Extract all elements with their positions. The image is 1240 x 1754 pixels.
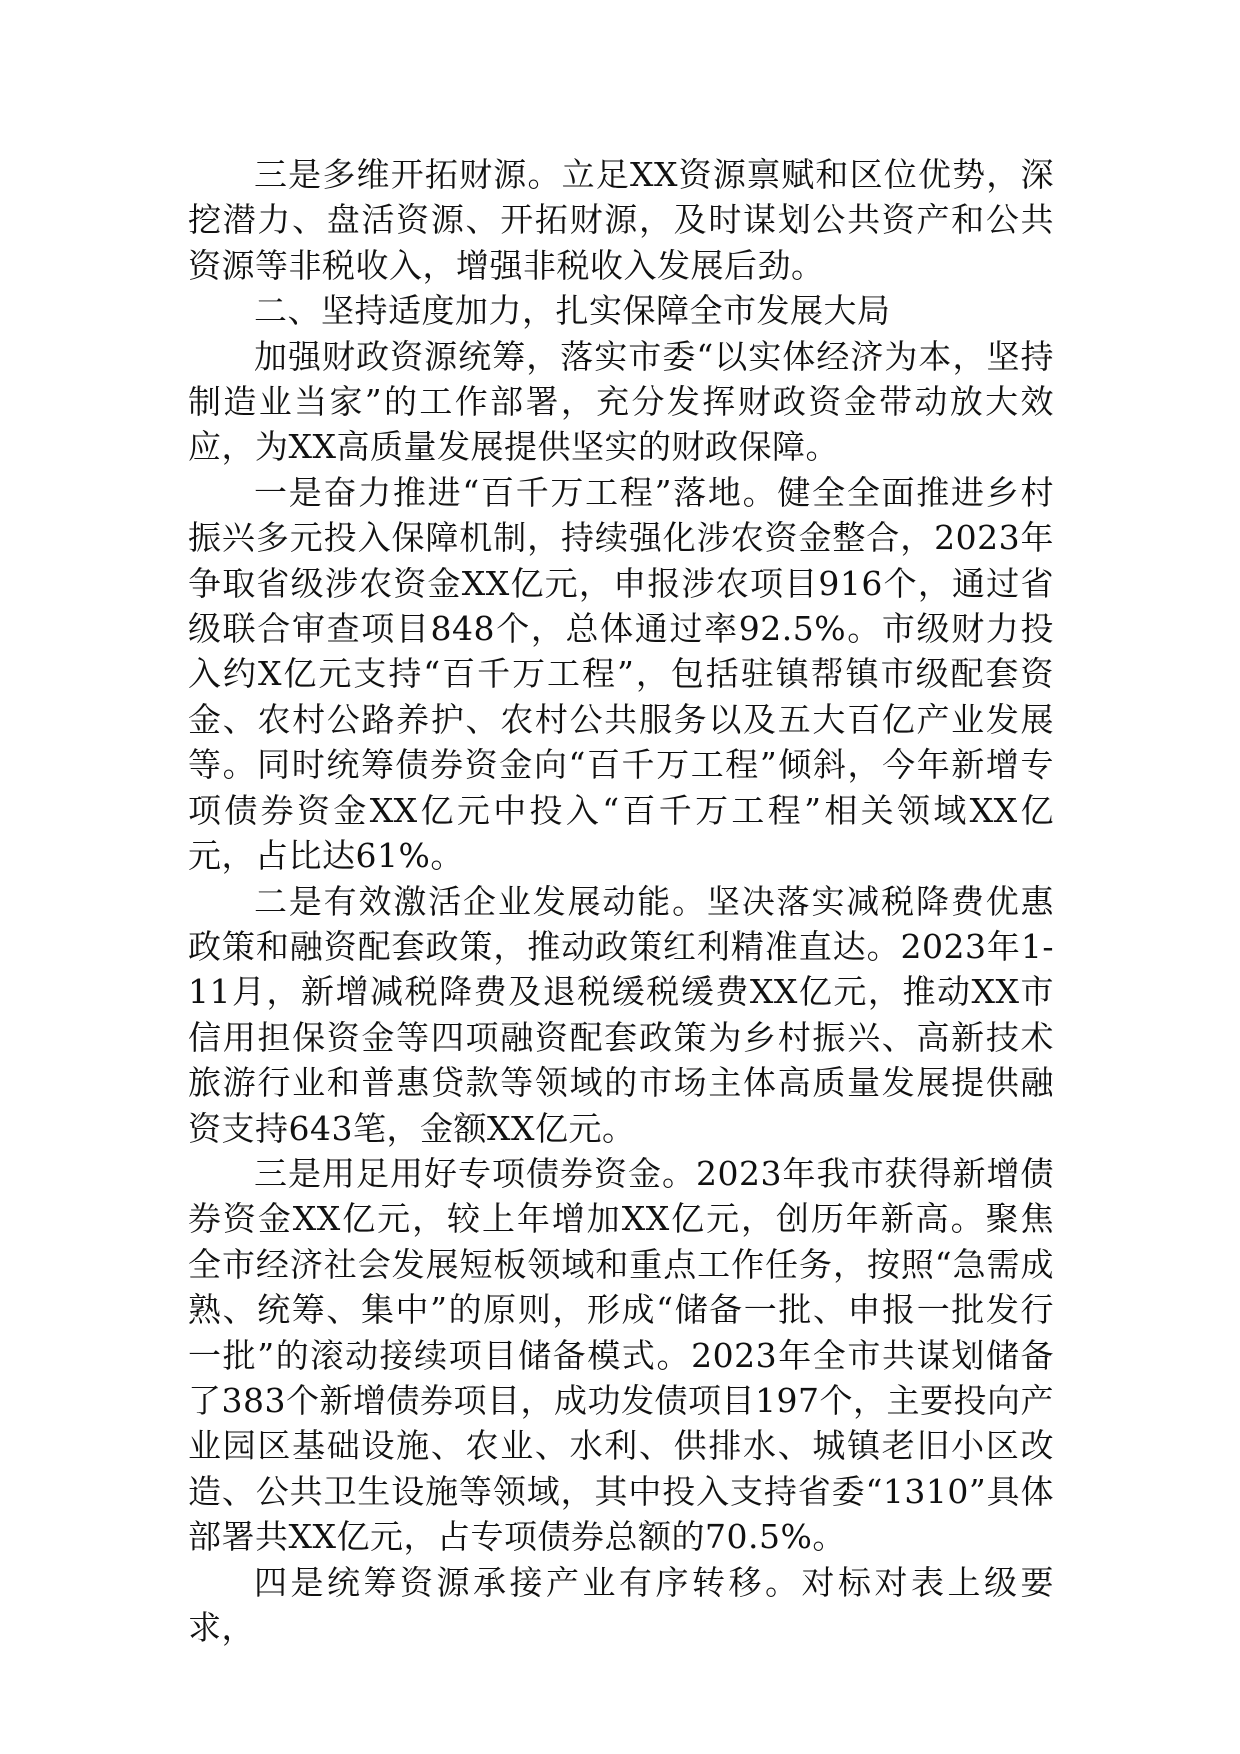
paragraph-fiscal-coordination: 加强财政资源统筹，落实市委“以实体经济为本，坚持制造业当家”的工作部署，充分发挥财政资金带动放大效应，为XX高质量发展提供坚实的财政保障。 bbox=[188, 336, 1054, 467]
paragraph-diversify-revenue: 三是多维开拓财源。立足XX资源禀赋和区位优势，深挖潜力、盘活资源、开拓财源，及时谋划公共资产和公共资源等非税收入，增强非税收入发展后劲。 bbox=[188, 155, 1054, 285]
paragraph-enterprise-momentum: 二是有效激活企业发展动能。坚决落实减税降费优惠政策和融资配套政策，推动政策红利精准直达。2023年1-11月，新增减税降费及退税缓税缓费XX亿元，推动XX市信用担保资金等四项融资配套政策为乡村振兴、高新技术旅游行业和普惠贷款等领域的市场主体高质量发展提供融资支持643笔，金额XX亿元。 bbox=[188, 881, 1054, 1148]
paragraph-industry-transfer: 四是统筹资源承接产业有序转移。对标对表上级要求， bbox=[188, 1562, 1054, 1647]
document-body bbox=[188, 152, 1054, 1650]
paragraph-hundred-thousand-project: 一是奋力推进“百千万工程”落地。健全全面推进乡村振兴多元投入保障机制，持续强化涉农资金整合，2023年争取省级涉农资金XX亿元，申报涉农项目916个，通过省级联合审查项目848个，总体通过率92.5%。市级财力投入约X亿元支持“百千万工程”，包括驻镇帮镇市级配套资金、农村公路养护、农村公共服务以及五大百亿产业发展等。同时统筹债券资金向“百千万工程”倾斜，今年新增专项债券资金XX亿元中投入“百千万工程”相关领域XX亿元，占比达61%。 bbox=[188, 472, 1054, 876]
paragraph-special-bonds: 三是用足用好专项债券资金。2023年我市获得新增债券资金XX亿元，较上年增加XX亿元，创历年新高。聚焦全市经济社会发展短板领域和重点工作任务，按照“急需成熟、统筹、集中”的原则，形成“储备一批、申报一批发行一批”的滚动接续项目储备模式。2023年全市共谋划储备了383个新增债券项目，成功发债项目197个，主要投向产业园区基础设施、农业、水利、供排水、城镇老旧小区改造、公共卫生设施等领域，其中投入支持省委“1310”具体部署共XX亿元，占专项债券总额的70.5%。 bbox=[188, 1153, 1054, 1557]
section-heading-2: 二、坚持适度加力，扎实保障全市发展大局 bbox=[254, 291, 891, 331]
